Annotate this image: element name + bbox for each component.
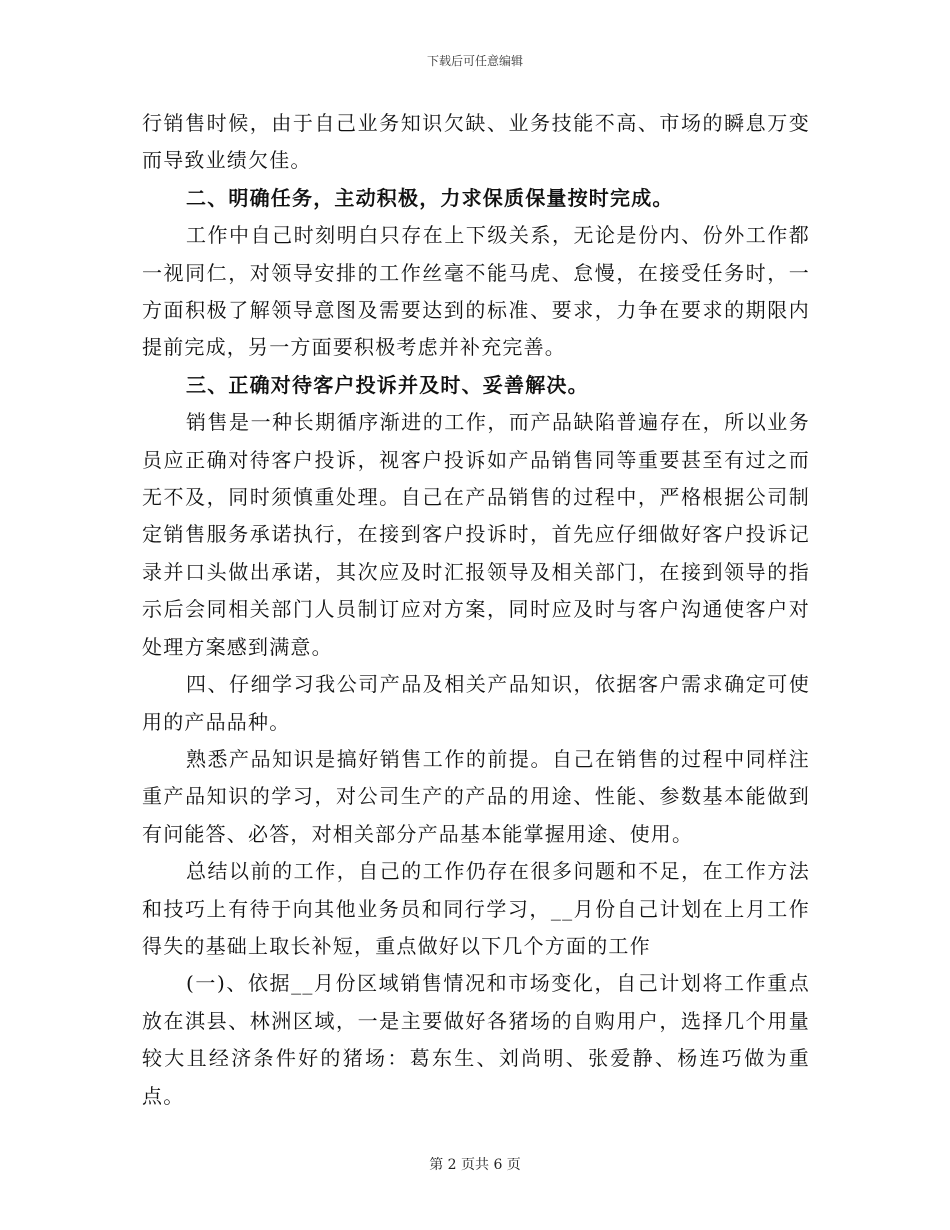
paragraph: 销售是一种长期循序渐进的工作，而产品缺陷普遍存在，所以业务员应正确对待客户投诉，视客户投诉如产品销售同等重要甚至有过之而无不及，同时须慎重处理。自己在产品销售的过程中，严格根据公司制定销售服务承诺执行，在接到客户投诉时，首先应仔细做好客户投诉记录并口头做出承诺，其次应及时汇报领导及相关部门，在接到领导的指示后会同相关部门人员制订应对方案，同时应及时与客户沟通使客户对处理方案感到满意。 xyxy=(142,410,810,659)
paragraph: (一)、依据__月份区域销售情况和市场变化，自己计划将工作重点放在淇县、林洲区域，一是主要做好各猪场的自购用户，选择几个用量较大且经济条件好的猪场：葛东生、刘尚明、张爱静、杨连巧做为重点。 xyxy=(142,971,810,1108)
page-number: 第 2 页共 6 页 xyxy=(429,1157,521,1173)
document-body xyxy=(142,105,810,1115)
paragraph: 熟悉产品知识是搞好销售工作的前提。自己在销售的过程中同样注重产品知识的学习，对公司生产的产品的用途、性能、参数基本能做到有问能答、必答，对相关部分产品基本能掌握用途、使用。 xyxy=(142,746,810,846)
page-header: 下载后可任意编辑 xyxy=(426,54,523,68)
section-heading-2: 二、明确任务，主动积极，力求保质保量按时完成。 xyxy=(186,185,674,210)
paragraph: 总结以前的工作，自己的工作仍存在很多问题和不足，在工作方法和技巧上有待于向其他业务员和同行学习，__月份自己计划在上月工作得失的基础上取长补短，重点做好以下几个方面的工作 xyxy=(142,859,810,958)
paragraph-continuation: 行销售时候，由于自己业务知识欠缺、业务技能不高、市场的瞬息万变而导致业绩欠佳。 xyxy=(142,111,810,173)
section-heading-4: 四、仔细学习我公司产品及相关产品知识，依据客户需求确定可使用的产品品种。 xyxy=(142,672,810,734)
paragraph: 工作中自己时刻明白只存在上下级关系，无论是份内、份外工作都一视同仁，对领导安排的工作丝毫不能马虎、怠慢，在接受任务时，一方面积极了解领导意图及需要达到的标准、要求，力争在要求的期限内提前完成，另一方面要积极考虑并补充完善。 xyxy=(142,223,810,360)
section-heading-3: 三、正确对待客户投诉并及时、妥善解决。 xyxy=(186,372,589,397)
